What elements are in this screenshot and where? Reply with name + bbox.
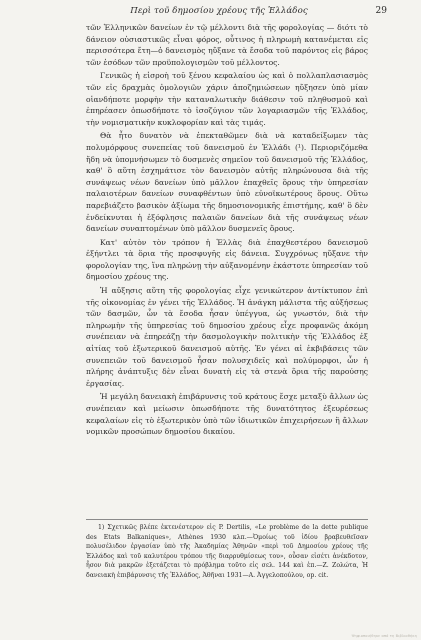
paragraph: Ἡ αὔξησις αὕτη τῆς φορολογίας εἶχε γενικώτερον ἀντίκτυπον ἐπὶ τῆς οἰκονομίας ἐν γένει τῆς Ἑλλάδος. Ἡ ἀνάγκη μάλιστα τῆς αὐξήσεως τῶν δασμῶν, ὧν τὰ ἔσοδα ἦσαν ὑπέγγυα, ὡς γνωστόν, διὰ τὴν πληρωμὴν τῆς ὑπηρεσίας τοῦ δημοσίου χρέους εἶχε προφανῶς ἀκόμη συνέπειαν νὰ ἐπηρεάζῃ τὴν δασμολογικὴν πολιτικὴν τῆς Ἑλλάδος ἐξ αἰτίας τοῦ ἐξωτερικοῦ δανεισμοῦ αὐτῆς. Ἐν γένει αἱ ἐκβιβάσεις τῶν συνεπειῶν τοῦ δανεισμοῦ ἦσαν πολυσχιδεῖς καὶ πολύμορφοι, ὧν ἡ πλήρης ἀνάπτυξις δὲν εἶναι δυνατὴ εἰς τὰ στενὰ ὅρια τῆς παρούσης ἐργασίας. <box>86 286 368 388</box>
page-number: 29 <box>375 6 387 16</box>
paragraph: τῶν Ἑλληνικῶν δανείων ἐν τῷ μέλλοντι διὰ τῆς φορολογίας — διότι τὸ δάνειον οὐσιαστικῶς εἶναι φόρος, οὗτινος ἡ πληρωμὴ κατανέμεται εἰς περισσότερα ἔτη—ὁ δανεισμὸς ηὔξανε τὰ ἔσοδα τοῦ παρόντος εἰς βάρος τῶν ἐσόδων τῶν προϋπολογισμῶν τοῦ μέλλοντος. <box>86 23 368 67</box>
body-text <box>86 22 368 440</box>
digitization-stamp: Ψηφιοποιήθηκε από τη Βιβλιοθήκη <box>351 634 417 638</box>
paragraph: Θὰ ἦτο δυνατὸν νὰ ἐπεκταθῶμεν διὰ νὰ καταδείξωμεν τὰς πολυμόρφους συνεπείας τοῦ δανεισμοῦ ἐν Ἑλλάδι (¹). Περιοριζόμεθα ἤδη νὰ ὑπομνήσωμεν τὸ δυσμενὲς σημεῖον τοῦ δανεισμοῦ τῆς Ἑλλάδος, καθ' ὃ αὕτη ἐσχημάτισε τὸν δανεισμὸν αὐτῆς πληρώνουσα διὰ τῆς συνάψεως νέων δανείων ὑπὸ μᾶλλον ἐπαχθεῖς ὅρους τὴν ὑπηρεσίαν παλαιοτέρων δανείων συναφθέντων ὑπὸ εὐνοϊκωτέρους ὅρους. Οὕτω παρεβιάζετο βασικὸν ἀξίωμα τῆς δημοσιονομικῆς ἐπιστήμης, καθ' ὃ δὲν ἐνδείκνυται ἡ ἐξόφλησις παλαιῶν δανείων διὰ τῆς συνάψεως νέων δανείων συναπτομένων ὑπὸ μᾶλλον δυσμενεῖς ὅρους. <box>86 131 368 234</box>
footnote: 1) Σχετικῶς βλέπε ἐκτενέστερον εἰς P. Dertilis, «Le problème de la dette publique des Etats Balkaniques», Athènes 1930 κλπ.—Ὁμοίως τοῦ ἰδίου βραβευθεῖσαν πολυσέλιδον ἐργασίαν ὑπὸ τῆς Ἀκαδημίας Ἀθηνῶν «περὶ τοῦ Δημοσίου χρέους τῆς Ἑλλάδος καὶ τοῦ καλυτέρου τρόπου τῆς διαρρυθμίσεως του», οὖσαν εἰσέτι ἀνέκδοτον, ἧσον διὰ μακρῶν ἐξετάζεται τὸ πρόβλημα τοῦτο εἰς σελ. 144 καὶ ἑπ.—Ζ. Ζολώτα, Ἡ δανειακὴ ἐπιβάρυνσις τῆς Ἑλλάδος, Ἀθῆναι 1931—Α. Ἀγγελοπούλου, op. cit. <box>86 524 368 579</box>
paragraph: Γενικῶς ἡ εἰσροὴ τοῦ ξένου κεφαλαίου ὡς καὶ ὁ πολλαπλασιασμὸς τῶν εἰς δραχμὰς ὁμολογιῶν χάριν ἀποζημιώσεων ηὔξησεν ὑπὸ μίαν οἱανδήποτε μορφὴν τὴν καταναλωτικὴν διάθεσιν τοῦ πληθυσμοῦ καὶ ἐπηρέασεν ὁπωσδήποτε τὸ ἰσοζύγιον τῶν λογαριασμῶν τῆς Ἑλλάδος, τὴν νομισματικὴν κυκλοφορίαν καὶ τὰς τιμάς. <box>86 71 368 127</box>
running-title: Περὶ τοῦ δημοσίου χρέους τῆς Ἑλλάδος <box>130 6 308 16</box>
footnotes <box>86 523 368 581</box>
footnote-divider <box>86 519 368 520</box>
paragraph: Ἡ μεγάλη δανειακὴ ἐπιβάρυνσις τοῦ κράτους ἔσχε μεταξὺ ἄλλων ὡς συνέπειαν καὶ μείωσιν ὁπωσδήποτε τῆς δυνατότητος ἐξευρέσεως κεφαλαίων εἰς τὸ ἐξωτερικὸν ὑπὸ τῶν ἰδιωτικῶν ἐπιχειρήσεων ἢ ἄλλων νομικῶν προσώπων δημοσίου δικαίου. <box>86 392 368 437</box>
paragraph: Κατ' αὐτὸν τὸν τρόπον ἡ Ἑλλὰς διὰ ἐπαχθεστέρου δανεισμοῦ ἐξήντλει τὰ ὅρια τῆς προσφυγῆς εἰς δάνεια. Συγχρόνως ηὔξανε τὴν φορολογίαν της, ἵνα πληρώνῃ τὴν αὐξανομένην ἑκάστοτε ὑπηρεσίαν τοῦ δημοσίου χρέους της. <box>86 237 368 282</box>
